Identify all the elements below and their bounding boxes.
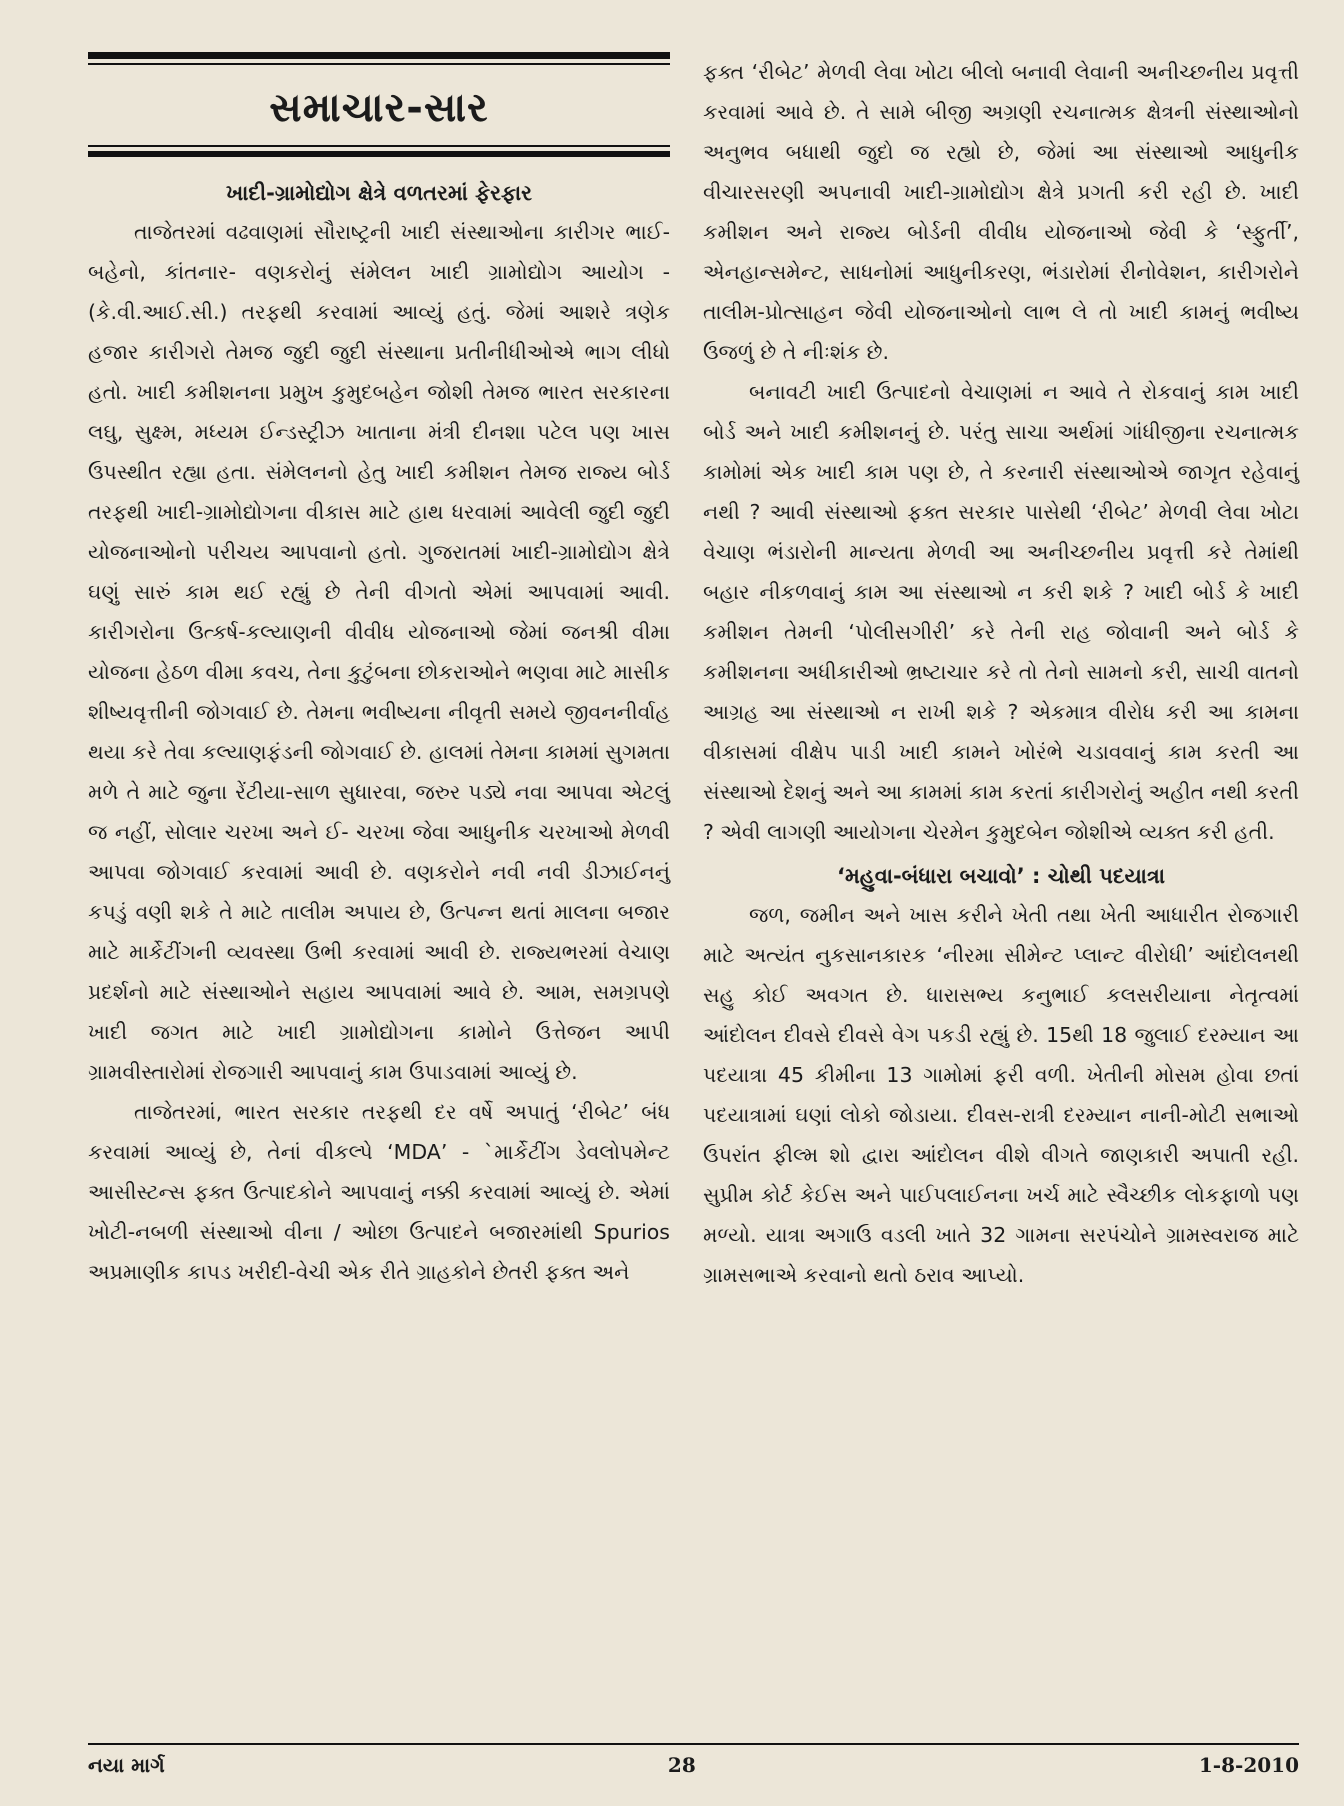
- article1-paragraph-2: તાજેતરમાં, ભારત સરકાર તરફથી દર વર્ષે અપાતું ‘રીબેટ’ બંધ કરવામાં આવ્યું છે, તેનાં વીકલ્પે ‘MDA’ - `માર્કેટીંગ ડેવલોપમેન્ટ આસીસ્ટન્સ ફક્ત ઉત્પાદકોને આપવાનું નક્કી કરવામાં આવ્યું છે. એમાં ખોટી-નબળી સંસ્થાઓ વીના / ઓછા ઉત્પાદને બજારમાંથી Spurios અપ્રમાણીક કાપડ ખરીદી-વેચી એક રીતે ગ્રાહકોને છેતરી ફક્ત અને: [88, 1100, 670, 1285]
- section-rule-top-thin: [88, 63, 670, 65]
- article1-paragraph-4: બનાવટી ખાદી ઉત્પાદનો વેચાણમાં ન આવે તે રોકવાનું કામ ખાદી બોર્ડ અને ખાદી કમીશનનું છે. પરંતુ સાચા અર્થમાં ગાંધીજીના રચનાત્મક કામોમાં એક ખાદી કામ પણ છે, તે કરનારી સંસ્થાઓએ જાગૃત રહેવાનું નથી ? આવી સંસ્થાઓ ફક્ત સરકાર પાસેથી ‘રીબેટ’ મેળવી લેવા ખોટા વેચાણ ભંડારોની માન્યતા મેળવી આ અનીચ્છનીય પ્રવૃત્તી કરે તેમાંથી બહાર નીકળવાનું કામ આ સંસ્થાઓ ન કરી શકે ? ખાદી બોર્ડ કે ખાદી કમીશન તેમની ‘પોલીસગીરી’ કરે તેની રાહ જોવાની અને બોર્ડ કે કમીશનના અધીકારીઓ ભ્રષ્ટાચાર કરે તો તેનો સામનો કરી, સાચી વાતનો આગ્રહ આ સંસ્થાઓ ન રાખી શકે ? એકમાત્ર વીરોધ કરી આ કામના વીકાસમાં વીક્ષેપ પાડી ખાદી કામને ખોરંભે ચડાવવાનું કામ કરતી આ સંસ્થાઓ દેશનું અને આ કામમાં કામ કરતાં કારીગરોનું અહીત નથી કરતી ? એવી લાગણી આયોગના ચેરમેન કુમુદબેન જોશીએ વ્યક્ત કરી હતી.: [703, 380, 1299, 844]
- right-column: [703, 52, 1299, 1295]
- footer-publication: નયા માર્ગ: [88, 1753, 165, 1777]
- section-rule-bottom-thin: [88, 145, 670, 147]
- section-rule-bottom: [88, 151, 670, 157]
- page-footer: [88, 1743, 1299, 1777]
- section-rule-top: [88, 52, 670, 59]
- article1-headline: ખાદી-ગ્રામોદ્યોગ ક્ષેત્રે વળતરમાં ફેરફાર: [225, 181, 533, 205]
- footer-date: 1-8-2010: [1198, 1753, 1299, 1777]
- section-title: સમાચાર-સાર: [269, 85, 489, 131]
- left-column: [88, 52, 670, 1292]
- footer-page-number: 28: [667, 1753, 696, 1777]
- article2-headline: ‘મહુવા-બંધારા બચાવો’ : ચોથી પદયાત્રા: [837, 864, 1165, 888]
- article2-paragraph-1: જળ, જમીન અને ખાસ કરીને ખેતી તથા ખેતી આધારીત રોજગારી માટે અત્યંત નુકસાનકારક ‘નીરમા સીમેન્ટ પ્લાન્ટ વીરોધી’ આંદોલનથી સહુ કોઈ અવગત છે. ધારાસભ્ય કનુભાઈ કલસરીયાના નેતૃત્વમાં આંદોલન દીવસે દીવસે વેગ પકડી રહ્યું છે. 15થી 18 જુલાઈ દરમ્યાન આ પદયાત્રા 45 કીમીના 13 ગામોમાં ફરી વળી. ખેતીની મોસમ હોવા છતાં પદયાત્રામાં ઘણાં લોકો જોડાયા. દીવસ-રાત્રી દરમ્યાન નાની-મોટી સભાઓ ઉપરાંત ફીલ્મ શો દ્વારા આંદોલન વીશે વીગતે જાણકારી અપાતી રહી. સુપ્રીમ કોર્ટ કેઈસ અને પાઈપલાઈનના ખર્ચ માટે સ્વૈચ્છીક લોકફાળો પણ મળ્યો. યાત્રા અગાઉ વડલી ખાતે 32 ગામના સરપંચોને ગ્રામસ્વરાજ માટે ગ્રામસભાએ કરવાનો થતો ઠરાવ આપ્યો.: [703, 903, 1299, 1288]
- article1-paragraph-3: ફક્ત ‘રીબેટ’ મેળવી લેવા ખોટા બીલો બનાવી લેવાની અનીચ્છનીય પ્રવૃત્તી કરવામાં આવે છે. તે સામે બીજી અગ્રણી રચનાત્મક ક્ષેત્રની સંસ્થાઓનો અનુભવ બધાથી જુદો જ રહ્યો છે, જેમાં આ સંસ્થાઓ આધુનીક વીચારસરણી અપનાવી ખાદી-ગ્રામોદ્યોગ ક્ષેત્રે પ્રગતી કરી રહી છે. ખાદી કમીશન અને રાજ્ય બોર્ડની વીવીધ યોજનાઓ જેવી કે ‘સ્ફુર્તી’, એનહાન્સમેન્ટ, સાધનોમાં આધુનીકરણ, ભંડારોમાં રીનોવેશન, કારીગરોને તાલીમ-પ્રોત્સાહન જેવી યોજનાઓનો લાભ લે તો ખાદી કામનું ભવીષ્ય ઉજળું છે તે નીઃશંક છે.: [703, 60, 1299, 364]
- article1-paragraph-1: તાજેતરમાં વઢવાણમાં સૌરાષ્ટ્રની ખાદી સંસ્થાઓના કારીગર ભાઈ-બહેનો, કાંતનાર- વણકરોનું સંમેલન ખાદી ગ્રામોદ્યોગ આયોગ - (કે.વી.આઈ.સી.) તરફથી કરવામાં આવ્યું હતું. જેમાં આશરે ત્રણેક હજાર કારીગરો તેમજ જુદી જુદી સંસ્થાના પ્રતીનીધીઓએ ભાગ લીધો હતો. ખાદી કમીશનના પ્રમુખ કુમુદબહેન જોશી તેમજ ભારત સરકારના લઘુ, સુક્ષ્મ, મધ્યમ ઈન્ડસ્ટ્રીઝ ખાતાના મંત્રી દીનશા પટેલ પણ ખાસ ઉપસ્થીત રહ્યા હતા. સંમેલનનો હેતુ ખાદી કમીશન તેમજ રાજ્ય બોર્ડ તરફથી ખાદી-ગ્રામોદ્યોગના વીકાસ માટે હાથ ધરવામાં આવેલી જુદી જુદી યોજનાઓનો પરીચય આપવાનો હતો. ગુજરાતમાં ખાદી-ગ્રામોદ્યોગ ક્ષેત્રે ઘણું સારું કામ થઈ રહ્યું છે તેની વીગતો એમાં આપવામાં આવી. કારીગરોના ઉત્કર્ષ-કલ્યાણની વીવીધ યોજનાઓ જેમાં જનશ્રી વીમા યોજના હેઠળ વીમા કવચ, તેના કુટુંબના છોકરાઓને ભણવા માટે માસીક શીષ્યવૃત્તીની જોગવાઈ છે. તેમના ભવીષ્યના નીવૃતી સમયે જીવનનીર્વાહ થયા કરે તેવા કલ્યાણફંડની જોગવાઈ છે. હાલમાં તેમના કામમાં સુગમતા મળે તે માટે જુના રેંટીયા-સાળ સુધારવા, જરુર પડ્યે નવા આપવા એટલું જ નહીં, સોલાર ચરખા અને ઈ- ચરખા જેવા આધુનીક ચરખાઓ મેળવી આપવા જોગવાઈ કરવામાં આવી છે. વણકરોને નવી નવી ડીઝાઈનનું કપડું વણી શકે તે માટે તાલીમ અપાય છે, ઉત્પન્ન થતાં માલના બજાર માટે માર્કેટીંગની વ્યવસ્થા ઉભી કરવામાં આવી છે. રાજ્યભરમાં વેચાણ પ્રદર્શનો માટે સંસ્થાઓને સહાય આપવામાં આવે છે. આમ, સમગ્રપણે ખાદી જગત માટે ખાદી ગ્રામોદ્યોગના કામોને ઉત્તેજન આપી ગ્રામવીસ્તારોમાં રોજગારી આપવાનું કામ ઉપાડવામાં આવ્યું છે.: [88, 220, 670, 1085]
